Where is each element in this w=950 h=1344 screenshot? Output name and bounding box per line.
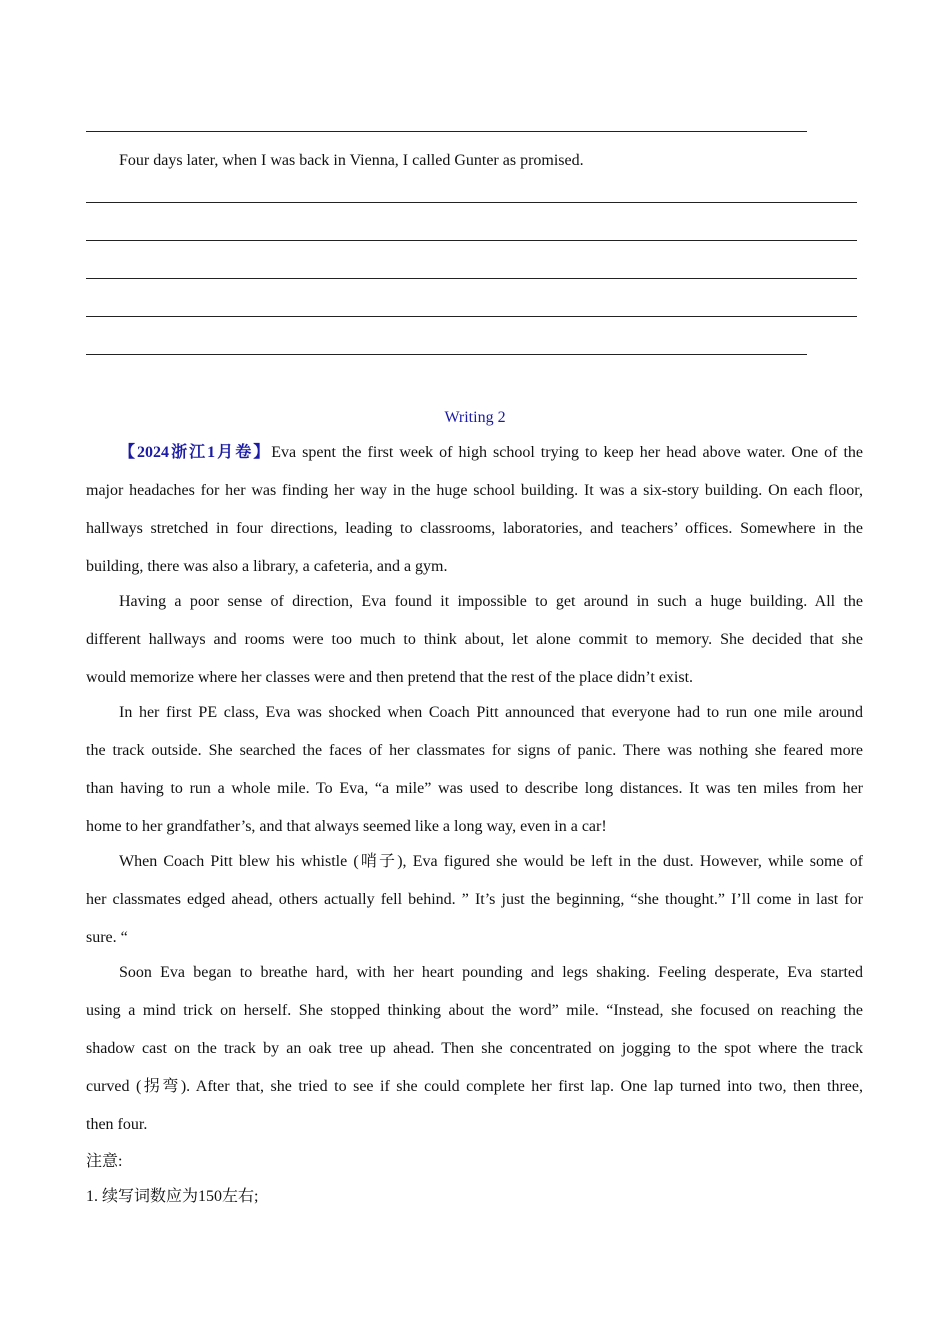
paragraph-2-line: would memorize where her classes were and then pretend that the rest of the place didn’t exist. bbox=[86, 669, 694, 686]
paragraph-1-line: major headaches for her was finding her way in the huge school building. It was a six-story building. On each floor, bbox=[86, 482, 863, 499]
paragraph-3-line: home to her grandfather’s, and that always seemed like a long way, even in a car! bbox=[86, 818, 607, 835]
paragraph-5-line: shadow cast on the track by an oak tree up ahead. Then she concentrated on jogging to the spot where the track bbox=[86, 1040, 863, 1057]
paragraph-5-line: curved (拐弯). After that, she tried to see if she could complete her first lap. One lap turned into two, then three, bbox=[86, 1078, 863, 1095]
continuation-prompt: Four days later, when I was back in Vienna, I called Gunter as promised. bbox=[119, 152, 584, 169]
answer-line bbox=[86, 131, 807, 132]
answer-line bbox=[86, 240, 857, 241]
paragraph-5-line: using a mind trick on herself. She stopped thinking about the word” mile. “Instead, she focused on reaching the bbox=[86, 1002, 863, 1019]
answer-line bbox=[86, 202, 857, 203]
answer-line bbox=[86, 278, 857, 279]
paragraph-1-line: building, there was also a library, a cafeteria, and a gym. bbox=[86, 558, 448, 575]
paragraph-2-line: Having a poor sense of direction, Eva found it impossible to get around in such a huge building. All the bbox=[119, 593, 863, 610]
paragraph-4-line: sure. “ bbox=[86, 929, 128, 946]
answer-line bbox=[86, 316, 857, 317]
section-heading: Writing 2 bbox=[444, 409, 506, 426]
paragraph-1-line: hallways stretched in four directions, leading to classrooms, laboratories, and teachers’ offices. Somewhere in the bbox=[86, 520, 863, 537]
note-item: 1. 续写词数应为150左右; bbox=[86, 1188, 259, 1205]
answer-line bbox=[86, 354, 807, 355]
paragraph-3-line: the track outside. She searched the faces of her classmates for signs of panic. There was nothing she feared more bbox=[86, 742, 863, 759]
source-tag: 【2024浙江1月卷】 bbox=[119, 444, 272, 461]
paragraph-5-line: then four. bbox=[86, 1116, 148, 1133]
note-label: 注意: bbox=[86, 1153, 123, 1170]
paragraph-2-line: different hallways and rooms were too much to think about, let alone commit to memory. She decided that she bbox=[86, 631, 863, 648]
paragraph-3-line: than having to run a whole mile. To Eva, “a mile” was used to describe long distances. It was ten miles from her bbox=[86, 780, 863, 797]
paragraph-3-line: In her first PE class, Eva was shocked when Coach Pitt announced that everyone had to run one mile around bbox=[119, 704, 863, 721]
paragraph-4-line: When Coach Pitt blew his whistle (哨子), Eva figured she would be left in the dust. However, while some of bbox=[119, 853, 863, 870]
paragraph-4-line: her classmates edged ahead, others actually fell behind. ” It’s just the beginning, “she thought.” I’ll come in last for bbox=[86, 891, 863, 908]
paragraph-1-line: 【2024浙江1月卷】Eva spent the first week of high school trying to keep her head above water. One of the bbox=[119, 444, 863, 461]
paragraph-5-line: Soon Eva began to breathe hard, with her heart pounding and legs shaking. Feeling desperate, Eva started bbox=[119, 964, 863, 981]
